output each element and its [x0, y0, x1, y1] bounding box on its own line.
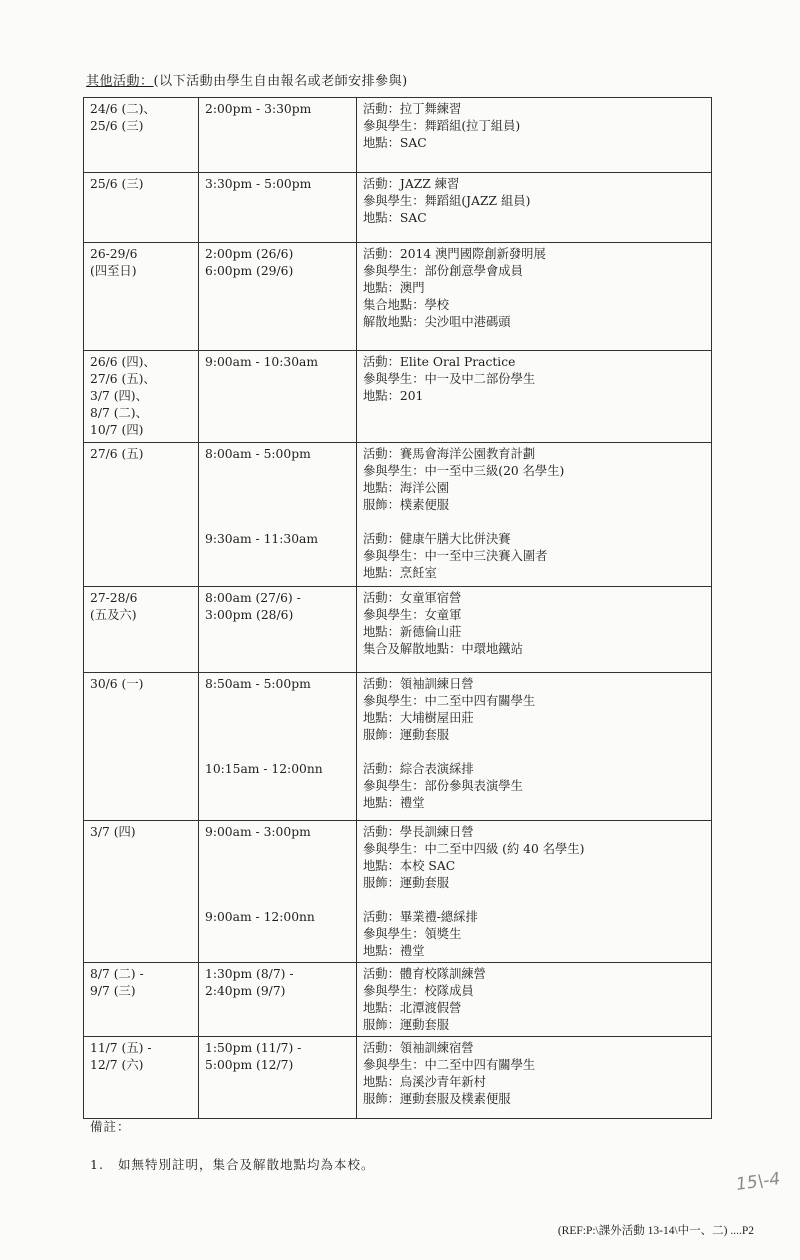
time-line: 5:00pm (12/7) — [205, 1058, 294, 1072]
block-gap — [205, 710, 350, 727]
date-cell — [84, 1037, 199, 1119]
date-line: 27/6 (五) — [90, 447, 144, 461]
section-title: 其他活動： — [86, 74, 154, 89]
details-cell — [357, 243, 712, 351]
detail-line: 地點：北潭渡假營 — [363, 1001, 462, 1015]
detail-line: 活動：拉丁舞練習 — [363, 102, 462, 116]
time-cell — [199, 673, 357, 821]
detail-line: 地點：201 — [363, 389, 424, 403]
detail-line: 活動：領袖訓練宿營 — [363, 1041, 474, 1055]
detail-line: 地點：SAC — [363, 211, 427, 225]
date-line: 26-29/6 — [90, 247, 138, 261]
table-row — [84, 963, 712, 1037]
block-gap — [363, 744, 705, 761]
time-cell — [199, 963, 357, 1037]
date-line: 12/7 (六) — [90, 1058, 144, 1072]
handwritten-mark: 15\-4 — [734, 1169, 782, 1195]
detail-line: 參與學生：中一及中二部份學生 — [363, 372, 536, 386]
detail-line: 地點：禮堂 — [363, 944, 425, 958]
detail-line: 地點：海洋公園 — [363, 481, 450, 495]
time-cell — [199, 243, 357, 351]
detail-line: 活動：女童軍宿營 — [363, 591, 462, 605]
table-row — [84, 98, 712, 173]
date-line: 8/7 (二)、 — [90, 406, 148, 420]
detail-line: 活動：Elite Oral Practice — [363, 355, 516, 369]
detail-line: 服飾：樸素便服 — [363, 498, 450, 512]
date-line: 11/7 (五) - — [90, 1041, 152, 1055]
detail-line: 參與學生：女童軍 — [363, 608, 462, 622]
block-gap — [205, 727, 350, 744]
detail-line: 參與學生：中二至中四有關學生 — [363, 694, 536, 708]
date-line: 27/6 (五)、 — [90, 372, 156, 386]
time-line: 2:00pm (26/6) — [205, 247, 294, 261]
detail-line: 活動：學長訓練日營 — [363, 825, 474, 839]
page-footer-reference: (REF:P:\課外活動 13-14\中一、二) ....P2 — [557, 1225, 754, 1237]
table-row — [84, 443, 712, 587]
time-line: 9:00am - 3:00pm — [205, 825, 311, 839]
note-number: 1. — [90, 1157, 104, 1172]
date-cell — [84, 673, 199, 821]
date-cell — [84, 443, 199, 587]
time-line: 9:30am - 11:30am — [205, 532, 319, 546]
block-gap — [205, 693, 350, 710]
time-line: 9:00am - 10:30am — [205, 355, 319, 369]
date-line: 25/6 (三) — [90, 119, 144, 133]
detail-line: 解散地點：尖沙咀中港碼頭 — [363, 315, 511, 329]
detail-line: 活動：2014 澳門國際創新發明展 — [363, 247, 546, 261]
block-gap — [205, 875, 350, 892]
date-line: (五及六) — [90, 608, 137, 622]
detail-line: 參與學生：中一至中三級(20 名學生) — [363, 464, 565, 478]
date-line: 3/7 (四) — [90, 825, 136, 839]
detail-line: 參與學生：中一至中三決賽入圍者 — [363, 549, 548, 563]
table-row — [84, 173, 712, 243]
details-cell — [357, 673, 712, 821]
detail-line: 活動：領袖訓練日營 — [363, 677, 474, 691]
detail-line: 參與學生：中二至中四有關學生 — [363, 1058, 536, 1072]
block-gap — [205, 497, 350, 514]
block-gap — [205, 744, 350, 761]
block-gap — [205, 480, 350, 497]
time-line: 3:30pm - 5:00pm — [205, 177, 312, 191]
detail-line: 參與學生：領獎生 — [363, 927, 462, 941]
section-subtitle: (以下活動由學生自由報名或老師安排參與) — [153, 74, 408, 89]
table-row — [84, 821, 712, 963]
detail-line: 地點：SAC — [363, 136, 427, 150]
details-cell — [357, 821, 712, 963]
note-item — [90, 1155, 375, 1173]
table-row — [84, 351, 712, 443]
activity-schedule-table — [83, 97, 712, 1119]
detail-line: 地點：大埔樹屋田莊 — [363, 711, 474, 725]
detail-line: 服飾：運動套服及樸素便服 — [363, 1092, 511, 1106]
date-line: 3/7 (四)、 — [90, 389, 148, 403]
details-cell — [357, 1037, 712, 1119]
date-line: 26/6 (四)、 — [90, 355, 156, 369]
time-cell — [199, 587, 357, 673]
date-cell — [84, 963, 199, 1037]
table-row — [84, 243, 712, 351]
time-line: 9:00am - 12:00nn — [205, 910, 315, 924]
time-line: 3:00pm (28/6) — [205, 608, 294, 622]
time-cell — [199, 173, 357, 243]
detail-line: 服飾：運動套服 — [363, 1018, 450, 1032]
time-cell — [199, 443, 357, 587]
time-line: 6:00pm (29/6) — [205, 264, 294, 278]
block-gap — [205, 892, 350, 909]
detail-line: 參與學生：舞蹈組(JAZZ 組員) — [363, 194, 531, 208]
date-line: 30/6 (一) — [90, 677, 144, 691]
date-cell — [84, 351, 199, 443]
time-cell — [199, 98, 357, 173]
section-heading — [86, 70, 408, 89]
date-line: (四至日) — [90, 264, 137, 278]
table-row — [84, 587, 712, 673]
date-line: 24/6 (二)、 — [90, 102, 156, 116]
details-cell — [357, 351, 712, 443]
block-gap — [205, 463, 350, 480]
block-gap — [205, 858, 350, 875]
detail-line: 活動：健康午膳大比併決賽 — [363, 532, 511, 546]
date-line: 8/7 (二) - — [90, 967, 144, 981]
detail-line: 參與學生：校隊成員 — [363, 984, 474, 998]
detail-line: 服飾：運動套服 — [363, 728, 450, 742]
block-gap — [205, 514, 350, 531]
date-line: 10/7 (四) — [90, 423, 144, 437]
details-cell — [357, 98, 712, 173]
time-line: 10:15am - 12:00nn — [205, 762, 323, 776]
date-cell — [84, 243, 199, 351]
time-cell — [199, 351, 357, 443]
detail-line: 參與學生：部份創意學會成員 — [363, 264, 523, 278]
detail-line: 集合地點：學校 — [363, 298, 450, 312]
details-cell — [357, 173, 712, 243]
detail-line: 服飾：運動套服 — [363, 876, 450, 890]
detail-line: 活動：畢業禮-總綵排 — [363, 910, 478, 924]
date-cell — [84, 587, 199, 673]
detail-line: 參與學生：中二至中四級 (約 40 名學生) — [363, 842, 585, 856]
table-row — [84, 1037, 712, 1119]
block-gap — [205, 841, 350, 858]
detail-line: 參與學生：部份參與表演學生 — [363, 779, 523, 793]
note-text: 如無特別註明，集合及解散地點均為本校。 — [118, 1157, 375, 1172]
time-line: 1:30pm (8/7) - — [205, 967, 294, 981]
block-gap — [363, 514, 705, 531]
date-line: 27-28/6 — [90, 591, 138, 605]
date-cell — [84, 98, 199, 173]
detail-line: 活動：JAZZ 練習 — [363, 177, 460, 191]
detail-line: 活動：綜合表演綵排 — [363, 762, 474, 776]
date-line: 9/7 (三) — [90, 984, 136, 998]
time-line: 8:00am - 5:00pm — [205, 447, 311, 461]
time-line: 8:50am - 5:00pm — [205, 677, 311, 691]
detail-line: 地點：新德倫山莊 — [363, 625, 462, 639]
date-line: 25/6 (三) — [90, 177, 144, 191]
notes-label: 備註： — [90, 1119, 131, 1134]
date-cell — [84, 173, 199, 243]
details-cell — [357, 443, 712, 587]
detail-line: 活動：體育校隊訓練營 — [363, 967, 486, 981]
detail-line: 地點：烏溪沙青年新村 — [363, 1075, 486, 1089]
block-gap — [363, 892, 705, 909]
detail-line: 參與學生：舞蹈組(拉丁組員) — [363, 119, 521, 133]
detail-line: 地點：烹飪室 — [363, 566, 437, 580]
details-cell — [357, 587, 712, 673]
time-line: 8:00am (27/6) - — [205, 591, 301, 605]
detail-line: 地點：禮堂 — [363, 796, 425, 810]
time-line: 1:50pm (11/7) - — [205, 1041, 302, 1055]
detail-line: 地點：澳門 — [363, 281, 425, 295]
time-line: 2:00pm - 3:30pm — [205, 102, 312, 116]
detail-line: 活動：賽馬會海洋公園教育計劃 — [363, 447, 536, 461]
time-cell — [199, 1037, 357, 1119]
date-cell — [84, 821, 199, 963]
details-cell — [357, 963, 712, 1037]
detail-line: 地點：本校 SAC — [363, 859, 456, 873]
detail-line: 集合及解散地點：中環地鐵站 — [363, 642, 523, 656]
time-line: 2:40pm (9/7) — [205, 984, 286, 998]
time-cell — [199, 821, 357, 963]
table-row — [84, 673, 712, 821]
